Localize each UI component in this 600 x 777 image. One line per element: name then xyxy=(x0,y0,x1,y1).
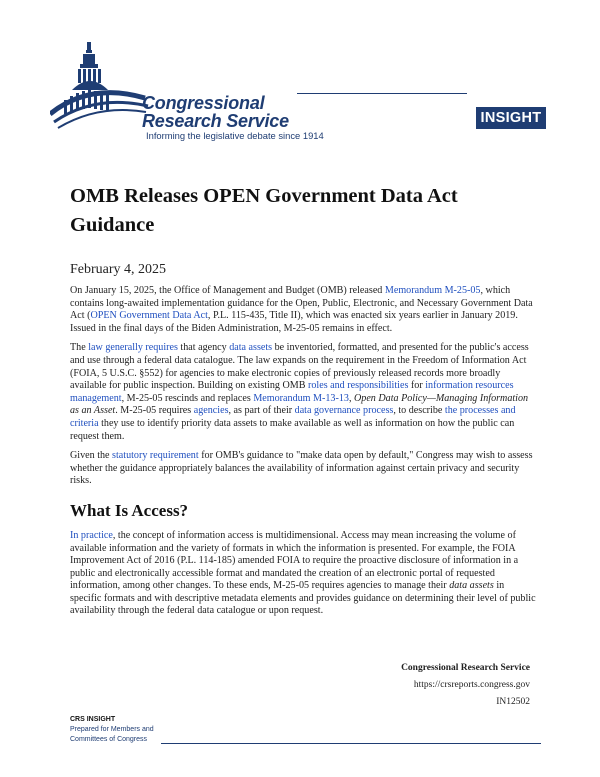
article-body xyxy=(70,285,536,625)
text: , which contains long-awaited implementation guidance for the Open, Public, Electronic, and Necessary Government Data Act ( xyxy=(70,285,533,322)
footer-divider xyxy=(161,743,541,744)
text: , xyxy=(348,392,354,404)
logo-tagline: Informing the legislative debate since 1914 xyxy=(146,130,324,141)
publish-date: February 4, 2025 xyxy=(70,262,167,277)
logo-title-line1: Congressional xyxy=(142,93,265,113)
link-data-assets[interactable]: data assets xyxy=(229,342,273,354)
link-statutory-requirement[interactable]: statutory requirement xyxy=(112,450,199,462)
paragraph-4 xyxy=(70,530,536,618)
text: , to describe xyxy=(393,405,445,417)
capitol-dome-icon xyxy=(50,42,150,147)
crs-logo xyxy=(50,42,380,147)
text: The xyxy=(70,342,89,354)
prepared-for-line2: Committees of Congress xyxy=(70,736,148,743)
footer-url[interactable]: https://crsreports.congress.gov xyxy=(413,680,530,690)
text: be inventoried, formatted, and presented for the public's access and use through a federal data catalogue. The law expands on the requirement in the Freedom of Information Act (FOIA, 5 U.S.C. §552) for agencies to make electronic copies of previously released records more broadly available for public inspection. Building on existing OMB xyxy=(70,342,529,392)
text: , as part of their xyxy=(228,405,295,417)
crs-insight-label: CRS INSIGHT xyxy=(70,716,116,723)
text: in specific formats and with descriptive metadata elements and provides guidance on determining their level of public availability through the federal data catalogue or upon request. xyxy=(70,580,536,617)
text: for OMB's guidance to "make data open by default," Congress may wish to assess whether the guidance appropriately balances the availability of information against certain privacy and security risks. xyxy=(70,450,533,487)
link-information-resources-management[interactable]: information resources management xyxy=(70,380,514,404)
text: . M-25-05 requires xyxy=(115,405,194,417)
section-heading: What Is Access? xyxy=(70,500,189,520)
link-agencies[interactable]: agencies xyxy=(193,405,229,417)
paragraph-3 xyxy=(70,450,536,488)
text: , M-25-05 rescinds and replaces xyxy=(121,392,254,404)
text: On January 15, 2025, the Office of Management and Budget (OMB) released xyxy=(70,285,385,296)
prepared-for-line1: Prepared for Members and xyxy=(70,726,154,733)
text: for xyxy=(408,380,426,392)
text: they use to identify priority data assets to make available as well as information on how the public can request them. xyxy=(70,417,515,442)
link-data-governance-process[interactable]: data governance process xyxy=(294,405,394,417)
link-roles-and-responsibilities[interactable]: roles and responsibilities xyxy=(308,380,409,392)
paragraph-2 xyxy=(70,342,536,443)
text: , P.L. 115-435, Title II), which was enacted six years earlier in January 2019. Issued in the final days of the Biden Administration, M-25-05 remains in effect. xyxy=(70,310,518,334)
text: Given the xyxy=(70,450,113,462)
link-processes-and-criteria[interactable]: the processes and criteria xyxy=(70,405,516,429)
link-memorandum-m-25-05[interactable]: Memorandum M-25-05 xyxy=(384,285,481,296)
footer-org: Congressional Research Service xyxy=(401,663,530,673)
link-open-government-data-act[interactable]: OPEN Government Data Act xyxy=(90,310,208,322)
link-memorandum-m-13-13[interactable]: Memorandum M-13-13 xyxy=(253,392,349,404)
report-id: IN12502 xyxy=(496,697,530,707)
italic-text: Open Data Policy—Managing Information as an Asset xyxy=(70,392,529,417)
crs-insight-footer xyxy=(70,715,154,745)
logo-title-line2: Research Service xyxy=(142,111,289,131)
insight-badge: INSIGHT xyxy=(476,107,546,129)
page-title: OMB Releases OPEN Government Data Act Guidance xyxy=(70,185,458,236)
link-in-practice[interactable]: In practice xyxy=(70,529,113,541)
link-law-generally-requires[interactable]: law generally requires xyxy=(88,342,178,354)
report-info xyxy=(401,660,530,711)
italic-text: data assets xyxy=(449,580,494,592)
logo-divider xyxy=(297,93,467,94)
paragraph-1 xyxy=(70,285,536,335)
text: that agency xyxy=(177,342,230,354)
text: , the concept of information access is multidimensional. Access may mean increasing the volume of available information and the variety of formats in which the information is presented. For example, the FOIA Improvement Act of 2016 (P.L. 114-185) amended FOIA to require the proactive disclosure of information in a public and electronically accessible format and mandated the creation of an electronic portal of requested information, among other changes. To these ends, M-25-05 requires agencies to manage their xyxy=(70,529,519,592)
